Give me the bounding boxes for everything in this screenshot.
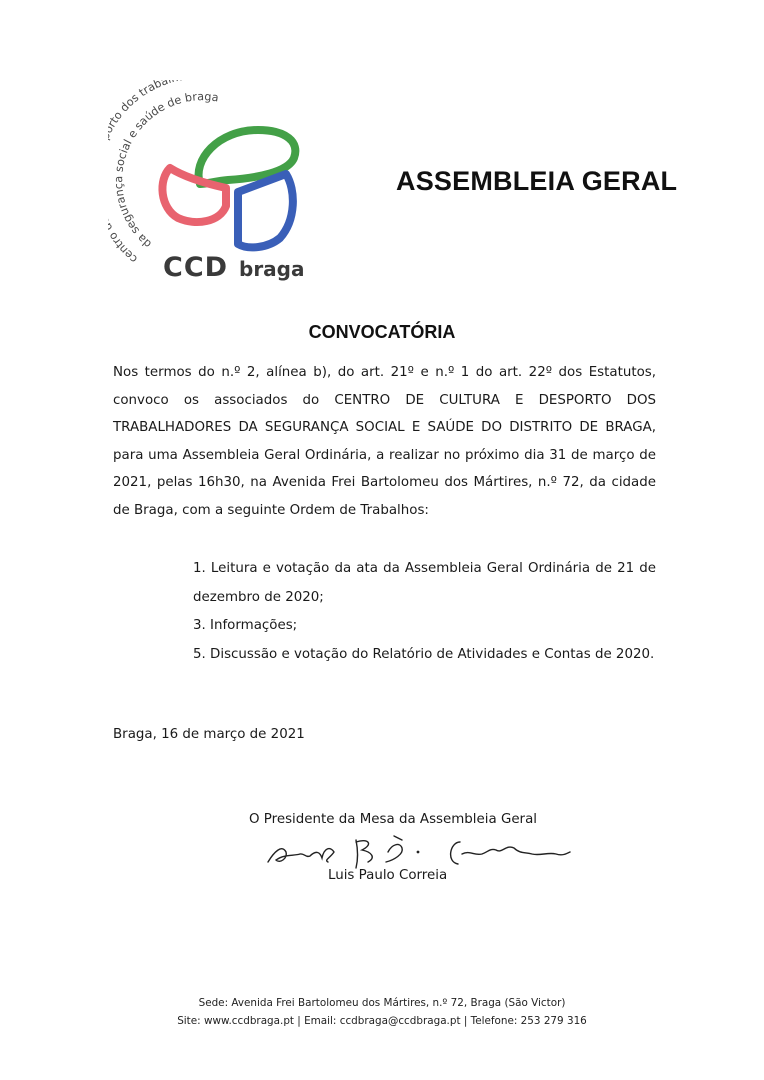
handwritten-signature bbox=[264, 832, 574, 872]
president-title: O Presidente da Mesa da Assembleia Geral bbox=[249, 812, 537, 827]
agenda-list bbox=[193, 555, 656, 669]
agenda-item: 3. Informações; bbox=[193, 618, 298, 633]
logo-blue-shape bbox=[238, 174, 293, 247]
page-header-title: ASSEMBLEIA GERAL bbox=[396, 166, 678, 196]
agenda-item: 1. Leitura e votação da ata da Assembleia Geral Ordinária de 21 de dezembro de 2020; bbox=[193, 561, 656, 605]
logo-arc-text-outer: centr to dos traba bbox=[108, 80, 170, 266]
date-line: Braga, 16 de março de 2021 bbox=[113, 727, 305, 742]
document-title: CONVOCATÓRIA bbox=[308, 322, 456, 342]
ccd-braga-logo bbox=[108, 80, 318, 285]
convocation-body: Nos termos do n.º 2, alínea b), do art. 21º e n.º 1 do art. 22º dos Estatutos, convoco os associados do CENTRO DE CULTURA E DESPORTO DOS TRABALHADORES DA SEGURANÇA SOCIAL E SAÚDE DO DISTRITO DE BRAGA, para uma Assembleia Geral Ordinária, a realizar no próximo dia 31 de março de 2021, pelas 16h30, na Avenida Frei Bartolomeu dos Mártires, n.º 72, da cidade de Braga, com a seguinte Ordem de Trabalhos: bbox=[113, 365, 656, 518]
president-name: Luis Paulo Correia bbox=[328, 868, 448, 883]
agenda-item: 5. Discussão e votação do Relatório de Atividades e Contas de 2020. bbox=[193, 646, 655, 662]
logo-pink-shape bbox=[162, 168, 226, 222]
footer-contacts: Site: www.ccdbraga.pt | Email: ccdbraga@ccdbraga.pt | Telefone: 253 279 316 bbox=[177, 1014, 587, 1027]
logo-wordmark-ccd: CCD bbox=[163, 252, 229, 283]
logo-arc-text-inner: da segurança social e saúde de braga bbox=[112, 90, 220, 251]
logo-graphic bbox=[108, 80, 318, 285]
footer-address: Sede: Avenida Frei Bartolomeu dos Mártires, n.º 72, Braga (São Victor) bbox=[198, 997, 566, 1009]
page-footer bbox=[0, 995, 764, 1030]
logo-wordmark-city: braga bbox=[239, 257, 305, 281]
